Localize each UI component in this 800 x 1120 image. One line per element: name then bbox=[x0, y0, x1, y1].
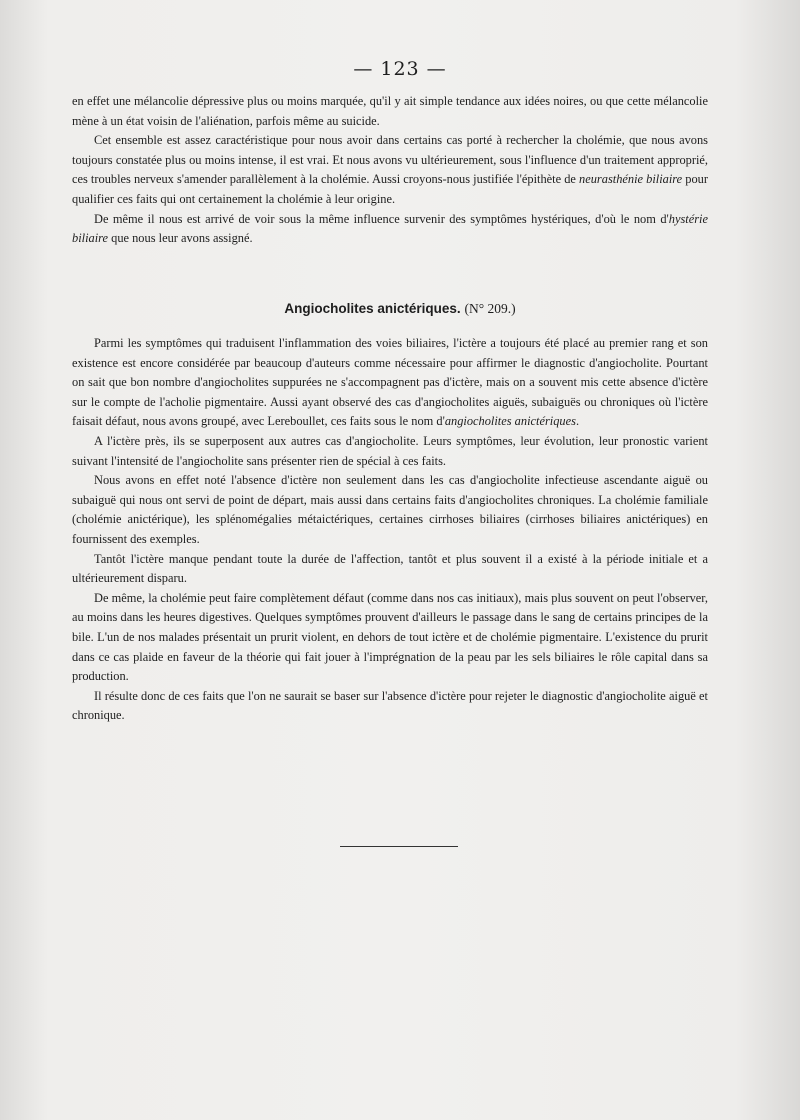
intro-text bbox=[72, 92, 708, 249]
paragraph bbox=[72, 131, 708, 209]
text-run: Parmi les symptômes qui traduisent l'inflammation des voies biliaires, l'ictère a toujours été placé au premier rang et son existence est encore considérée par beaucoup d'auteurs comme nécessaire pour affirmer le diagnostic d'angiocholite. Pourtant on sait que bon nombre d'angiocholites suppurées ne s'accompagnent pas d'ictère, mais on a souvent mis cette absence d'ictère sur le compte de l'acholie pigmentaire. Aussi ayant observé des cas d'angiocholites aiguës, subaiguës ou chroniques où l'ictère faisait défaut, nous avons groupé, avec Lereboullet, ces faits sous le nom d' bbox=[72, 336, 708, 429]
text-run: que nous leur avons assigné. bbox=[108, 231, 253, 246]
text-run: pour qualifier ces faits qui ont certainement la cholémie à leur origine. bbox=[72, 172, 708, 206]
italic-term: angiocholites anictériques bbox=[444, 414, 576, 429]
text-run: . bbox=[575, 414, 580, 429]
page-number: — 123 — bbox=[353, 58, 447, 80]
paragraph: Nous avons en effet noté l'absence d'ictère non seulement dans les cas d'angiocholite infectieuse ascendante aiguë ou subaiguë qui nous ont servi de point de départ, mais aussi dans certains faits d'angiocholites chroniques. La cholémie familiale (cholémie anictérique), les splénomégalies métaictériques, certaines cirrhoses biliaires (cirrhoses biliaires anictériques) en fournissent des exemples. bbox=[72, 473, 708, 546]
section-heading bbox=[0, 301, 800, 317]
text-run: De même il nous est arrivé de voir sous la même influence survenir des symptômes hystériques, d'où le nom d' bbox=[94, 211, 669, 226]
paragraph: Tantôt l'ictère manque pendant toute la durée de l'affection, tantôt et plus souvent il a existé à la période initiale et a ultérieurement disparu. bbox=[72, 551, 708, 586]
paragraph: Il résulte donc de ces faits que l'on ne saurait se baser sur l'absence d'ictère pour rejeter le diagnostic d'angiocholite aiguë et chronique. bbox=[72, 688, 708, 723]
section-text bbox=[72, 334, 708, 726]
section-ref: (N° 209.) bbox=[464, 301, 516, 316]
paragraph: en effet une mélancolie dépressive plus ou moins marquée, qu'il y ait simple tendance aux idées noires, ou que cette mélancolie mène à un état voisin de l'aliénation, parfois même au suicide. bbox=[72, 94, 708, 128]
italic-term: neurasthénie biliaire bbox=[579, 172, 683, 187]
section-title: Angiocholites anictériques. bbox=[284, 301, 461, 316]
text-run: Cet ensemble est assez caractéristique pour nous avoir dans certains cas porté à rechercher la cholémie, que nous avons toujours constatée plus ou moins intense, il est vrai. Et nous avons vu ultérieurement, sous l'influence d'un traitement approprié, ces troubles nerveux s'amender parallèlement à la cholémie. Aussi croyons-nous justifiée l'épithète de bbox=[72, 133, 708, 187]
paragraph: De même, la cholémie peut faire complètement défaut (comme dans nos cas initiaux), mais plus souvent on peut l'observer, au moins dans les heures digestives. Quelques symptômes prouvent d'ailleurs le passage dans le sang de certains principes de la bile. L'un de nos malades présentait un prurit violent, en dehors de tout ictère et de cholémie pigmentaire. L'existence du prurit dans ce cas plaide en faveur de la théorie qui fait jouer à l'imprégnation de la peau par les sels biliaires le rôle capital dans sa production. bbox=[72, 590, 708, 684]
paragraph: A l'ictère près, ils se superposent aux autres cas d'angiocholite. Leurs symptômes, leur évolution, leur pronostic varient suivant l'intensité de l'angiocholite sans présenter rien de spécial à ces faits. bbox=[72, 433, 708, 468]
paragraph bbox=[72, 210, 708, 249]
paragraph bbox=[72, 334, 708, 432]
italic-term: hystérie biliaire bbox=[72, 211, 708, 246]
end-divider bbox=[340, 846, 458, 847]
